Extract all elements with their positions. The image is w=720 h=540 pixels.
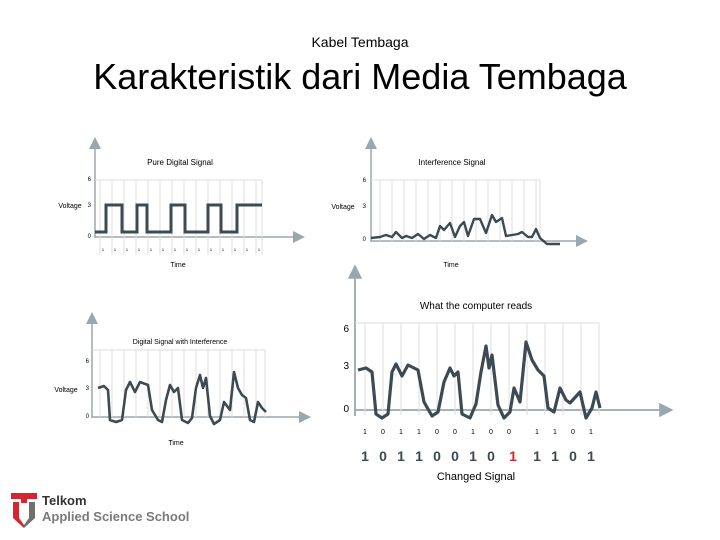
pure-bit-label: 1: [245, 247, 249, 252]
big-bit: 0: [487, 448, 495, 464]
interference-tick-6: 6: [362, 178, 366, 184]
pure-bit-label: 1: [209, 247, 213, 252]
pure-bit-label: 1: [197, 247, 201, 252]
changed-signal-caption: Changed Signal: [436, 471, 516, 483]
panel-computer-reads: [343, 268, 670, 483]
big-bit-error: 1: [509, 448, 517, 464]
pure-y-label: Voltage: [58, 203, 82, 210]
small-bit: 1: [363, 429, 367, 436]
big-bit: 1: [397, 448, 405, 464]
pure-bit-label: 1: [137, 247, 141, 252]
big-bit: 1: [469, 448, 477, 464]
pure-bit-label: 1: [185, 247, 189, 252]
panel-combined: [54, 315, 308, 447]
small-bit: 0: [571, 429, 575, 436]
pure-tick-6: 6: [87, 177, 91, 183]
combined-grid: [92, 350, 265, 417]
slide-title: Karakteristik dari Media Tembaga: [93, 56, 627, 97]
pure-bit-label: 1: [221, 247, 225, 252]
slide-subtitle: Kabel Tembaga: [311, 34, 409, 50]
reads-big-bits: [361, 448, 595, 464]
small-bit: 1: [417, 429, 421, 436]
interference-x-label: Time: [443, 262, 459, 269]
small-bit: 1: [471, 429, 475, 436]
interference-signal-line: [371, 215, 560, 244]
big-bit: 1: [415, 448, 423, 464]
interference-tick-0: 0: [362, 237, 366, 243]
reads-small-bits: [363, 429, 593, 436]
small-bit: 0: [435, 429, 439, 436]
pure-tick-3: 3: [87, 203, 91, 209]
combined-tick-6: 6: [85, 359, 89, 365]
pure-x-label: Time: [170, 262, 186, 269]
interference-title: Interference Signal: [418, 158, 486, 167]
small-bit: 1: [553, 429, 557, 436]
big-bit: 1: [361, 448, 369, 464]
pure-bit-label: 1: [161, 247, 165, 252]
reads-title: What the computer reads: [419, 301, 533, 312]
telkom-logo-icon: [10, 490, 38, 528]
small-bit: 0: [381, 429, 385, 436]
big-bit: 1: [551, 448, 559, 464]
pure-bit-label: 1: [125, 247, 129, 252]
big-bit: 0: [379, 448, 387, 464]
small-bit: 0: [453, 429, 457, 436]
pure-bit-label: 1: [233, 247, 237, 252]
big-bit: 0: [433, 448, 441, 464]
big-bit: 0: [569, 448, 577, 464]
panel-interference: [331, 140, 585, 269]
combined-tick-0: 0: [85, 414, 89, 420]
pure-bit-label: 1: [113, 247, 117, 252]
small-bit: 1: [535, 429, 539, 436]
small-bit: 0: [489, 429, 493, 436]
interference-y-label: Voltage: [331, 204, 355, 211]
combined-signal-line: [98, 372, 266, 424]
interference-tick-3: 3: [362, 204, 366, 210]
big-bit: 1: [587, 448, 595, 464]
logo-line1: Telkom: [42, 493, 87, 508]
pure-bit-label: 1: [173, 247, 177, 252]
small-bit: 1: [399, 429, 403, 436]
combined-y-label: Voltage: [54, 387, 78, 394]
panel-pure-digital: [58, 140, 302, 269]
pure-tick-0: 0: [87, 234, 91, 240]
combined-tick-3: 3: [85, 386, 89, 392]
telkom-logo: [10, 490, 210, 530]
small-bit: 0: [507, 429, 511, 436]
combined-title: Digital Signal with Interference: [132, 339, 228, 346]
pure-bit-label: 1: [101, 247, 105, 252]
reads-tick-6: 6: [343, 324, 349, 335]
big-bit: 1: [533, 448, 541, 464]
signal-figure: [40, 120, 680, 490]
pure-bit-label: 1: [149, 247, 153, 252]
reads-tick-0: 0: [343, 404, 349, 415]
pure-title: Pure Digital Signal: [147, 158, 213, 167]
reads-tick-3: 3: [343, 361, 349, 372]
reads-signal-line: [358, 342, 600, 418]
logo-line2: Applied Science School: [42, 509, 190, 524]
pure-signal-line: [95, 205, 262, 232]
pure-bit-label: 1: [257, 247, 261, 252]
small-bit: 1: [589, 429, 593, 436]
big-bit: 0: [451, 448, 459, 464]
combined-x-label: Time: [168, 440, 184, 447]
